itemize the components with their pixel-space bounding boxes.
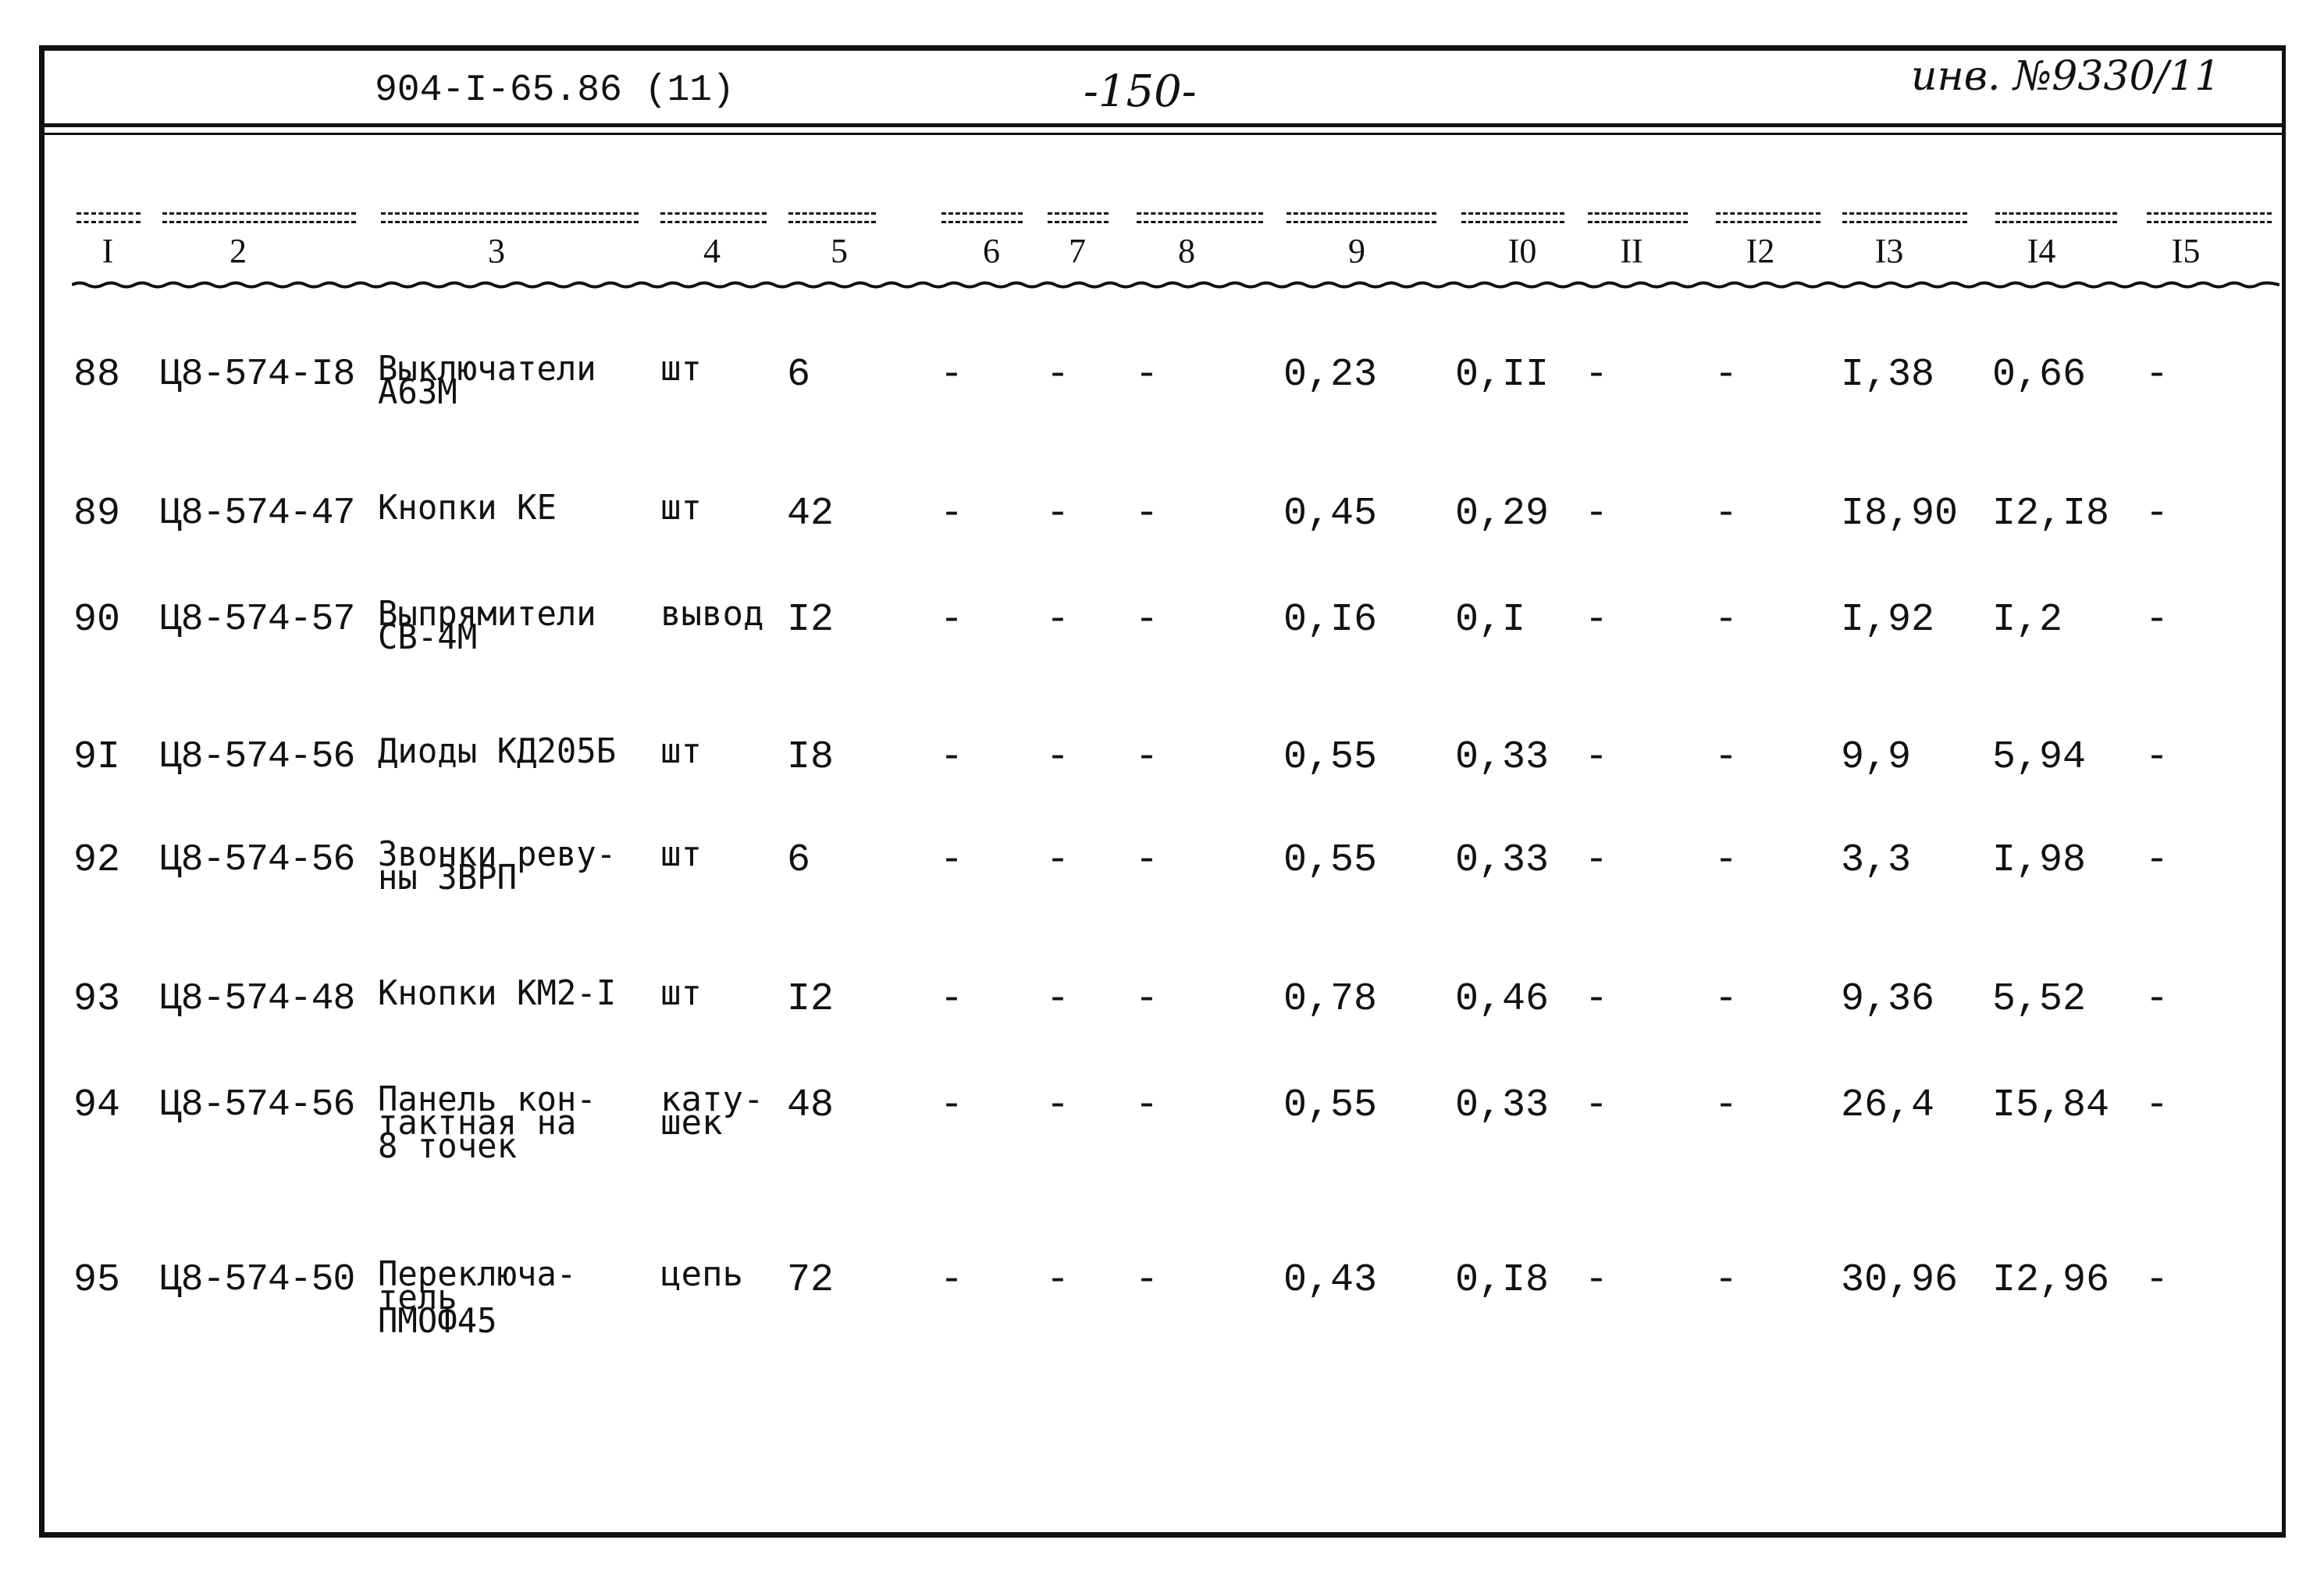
unit-cell: шт	[660, 731, 702, 771]
column-header-rule	[1048, 212, 1109, 223]
col8-cell: -	[1135, 353, 1159, 397]
col6-cell: -	[940, 735, 964, 780]
col9-cell: 0,45	[1283, 492, 1378, 536]
col11-cell: -	[1585, 1258, 1609, 1303]
row-number: 95	[73, 1258, 121, 1303]
column-header-rule	[1287, 212, 1436, 223]
code-cell: Ц8-574-48	[159, 978, 355, 1020]
row-number: 89	[73, 492, 121, 536]
column-header: 5	[831, 232, 848, 270]
col6-cell: -	[940, 1258, 964, 1303]
col10-cell: 0,46	[1455, 977, 1550, 1022]
col10-cell: 0,II	[1455, 353, 1550, 397]
column-header: 9	[1348, 232, 1365, 270]
code-cell: Ц8-574-57	[159, 599, 355, 641]
quantity-cell: I8	[787, 735, 835, 780]
column-header-rule	[1842, 212, 1967, 223]
col9-cell: 0,23	[1283, 353, 1378, 397]
col15-cell: -	[2145, 735, 2169, 780]
quantity-cell: 48	[787, 1083, 835, 1128]
col13-cell: I8,90	[1841, 492, 1959, 536]
name-cell: Выключатели А63М	[378, 349, 596, 412]
col11-cell: -	[1585, 1083, 1609, 1128]
col12-cell: -	[1714, 353, 1739, 397]
column-header: I3	[1874, 232, 1904, 270]
name-cell: Диоды КД205Б	[378, 731, 617, 771]
page-frame	[39, 45, 2286, 1538]
code-cell: Ц8-574-56	[159, 736, 355, 778]
col7-cell: -	[1046, 1258, 1070, 1303]
row-number: 9I	[73, 735, 121, 780]
column-header: 8	[1178, 232, 1195, 270]
column-header-rule	[1588, 212, 1688, 223]
col10-cell: 0,33	[1455, 735, 1550, 780]
col10-cell: 0,33	[1455, 838, 1550, 883]
column-header-rule	[1716, 212, 1820, 223]
col13-cell: 9,36	[1841, 977, 1935, 1022]
col15-cell: -	[2145, 1083, 2169, 1128]
col7-cell: -	[1046, 1083, 1070, 1128]
name-cell: Звонки реву- ны ЗВРП	[378, 834, 617, 898]
column-header-rule	[941, 212, 1023, 223]
col9-cell: 0,55	[1283, 735, 1378, 780]
col13-cell: 26,4	[1841, 1083, 1935, 1128]
row-number: 93	[73, 977, 121, 1022]
unit-cell: шт	[660, 349, 702, 389]
col7-cell: -	[1046, 977, 1070, 1022]
col11-cell: -	[1585, 598, 1609, 642]
column-header-rule	[2147, 212, 2272, 223]
column-header: 2	[230, 232, 247, 270]
col9-cell: 0,43	[1283, 1258, 1378, 1303]
column-header-rule	[660, 212, 767, 223]
col6-cell: -	[940, 353, 964, 397]
column-header: I	[101, 232, 114, 270]
quantity-cell: 42	[787, 492, 835, 536]
col7-cell: -	[1046, 735, 1070, 780]
header-underline	[39, 133, 2286, 135]
row-number: 90	[73, 598, 121, 642]
col8-cell: -	[1135, 1083, 1159, 1128]
code-cell: Ц8-574-50	[159, 1259, 355, 1301]
code-cell: Ц8-574-47	[159, 493, 355, 535]
inventory-number: инв. №9330/11	[1911, 53, 2221, 100]
column-header: 7	[1069, 232, 1086, 270]
column-header: II	[1620, 232, 1643, 270]
col11-cell: -	[1585, 492, 1609, 536]
column-header-rule	[1137, 212, 1263, 223]
col6-cell: -	[940, 492, 964, 536]
col15-cell: -	[2145, 1258, 2169, 1303]
col12-cell: -	[1714, 735, 1739, 780]
row-number: 88	[73, 353, 121, 397]
column-header: 4	[703, 232, 721, 270]
col7-cell: -	[1046, 492, 1070, 536]
col14-cell: 5,52	[1992, 977, 2087, 1022]
col7-cell: -	[1046, 353, 1070, 397]
col7-cell: -	[1046, 598, 1070, 642]
col10-cell: 0,33	[1455, 1083, 1550, 1128]
col8-cell: -	[1135, 598, 1159, 642]
unit-cell: шт	[660, 834, 702, 874]
code-cell: Ц8-574-56	[159, 839, 355, 881]
quantity-cell: 6	[787, 353, 811, 397]
col13-cell: I,38	[1841, 353, 1935, 397]
col11-cell: -	[1585, 735, 1609, 780]
name-cell: Панель кон- тактная на 8 точек	[378, 1079, 596, 1166]
col8-cell: -	[1135, 977, 1159, 1022]
column-header: I0	[1507, 232, 1537, 270]
col15-cell: -	[2145, 353, 2169, 397]
col15-cell: -	[2145, 977, 2169, 1022]
column-header-rule	[788, 212, 876, 223]
col10-cell: 0,29	[1455, 492, 1550, 536]
col14-cell: I2,96	[1992, 1258, 2110, 1303]
column-header-rule	[1461, 212, 1564, 223]
col10-cell: 0,I8	[1455, 1258, 1550, 1303]
col7-cell: -	[1046, 838, 1070, 883]
column-header-rule	[162, 212, 356, 223]
quantity-cell: 72	[787, 1258, 835, 1303]
col13-cell: 3,3	[1841, 838, 1912, 883]
page-number: -150-	[1084, 66, 1197, 117]
col11-cell: -	[1585, 838, 1609, 883]
row-number: 94	[73, 1083, 121, 1128]
name-cell: Выпрямители СВ-4М	[378, 594, 596, 657]
col13-cell: 30,96	[1841, 1258, 1959, 1303]
col14-cell: I5,84	[1992, 1083, 2110, 1128]
col6-cell: -	[940, 838, 964, 883]
col8-cell: -	[1135, 838, 1159, 883]
col11-cell: -	[1585, 353, 1609, 397]
col8-cell: -	[1135, 1258, 1159, 1303]
column-header: I5	[2171, 232, 2201, 270]
name-cell: Кнопки КМ2-I	[378, 973, 617, 1013]
col12-cell: -	[1714, 838, 1739, 883]
row-number: 92	[73, 838, 121, 883]
col12-cell: -	[1714, 1083, 1739, 1128]
quantity-cell: I2	[787, 598, 835, 642]
unit-cell: вывод	[660, 594, 764, 634]
column-header: 6	[983, 232, 1000, 270]
col14-cell: I,2	[1992, 598, 2063, 642]
header-separator	[72, 281, 2280, 289]
header-rule	[39, 123, 2286, 127]
col10-cell: 0,I	[1455, 598, 1526, 642]
col9-cell: 0,55	[1283, 838, 1378, 883]
unit-cell: шт	[660, 973, 702, 1013]
document-code: 904-I-65.86 (11)	[375, 69, 735, 112]
col6-cell: -	[940, 598, 964, 642]
col6-cell: -	[940, 977, 964, 1022]
col6-cell: -	[940, 1083, 964, 1128]
col9-cell: 0,I6	[1283, 598, 1378, 642]
col14-cell: 5,94	[1992, 735, 2087, 780]
col8-cell: -	[1135, 735, 1159, 780]
code-cell: Ц8-574-56	[159, 1084, 355, 1126]
code-cell: Ц8-574-I8	[159, 354, 355, 396]
col14-cell: 0,66	[1992, 353, 2087, 397]
col9-cell: 0,55	[1283, 1083, 1378, 1128]
column-header-rule	[77, 212, 141, 223]
col8-cell: -	[1135, 492, 1159, 536]
column-header: 3	[488, 232, 505, 270]
col15-cell: -	[2145, 598, 2169, 642]
col9-cell: 0,78	[1283, 977, 1378, 1022]
column-header: I4	[2027, 232, 2056, 270]
name-cell: Переключа- тель ПМОФ45	[378, 1254, 577, 1341]
unit-cell: кату- шек	[660, 1079, 764, 1143]
col12-cell: -	[1714, 977, 1739, 1022]
unit-cell: цепь	[660, 1254, 743, 1294]
name-cell: Кнопки КЕ	[378, 488, 557, 528]
col12-cell: -	[1714, 1258, 1739, 1303]
column-header: I2	[1746, 232, 1775, 270]
col12-cell: -	[1714, 492, 1739, 536]
col13-cell: 9,9	[1841, 735, 1912, 780]
col13-cell: I,92	[1841, 598, 1935, 642]
col14-cell: I2,I8	[1992, 492, 2110, 536]
col15-cell: -	[2145, 838, 2169, 883]
col14-cell: I,98	[1992, 838, 2087, 883]
quantity-cell: I2	[787, 977, 835, 1022]
col11-cell: -	[1585, 977, 1609, 1022]
column-header-rule	[381, 212, 639, 223]
quantity-cell: 6	[787, 838, 811, 883]
unit-cell: шт	[660, 488, 702, 528]
col15-cell: -	[2145, 492, 2169, 536]
col12-cell: -	[1714, 598, 1739, 642]
column-header-rule	[1995, 212, 2117, 223]
